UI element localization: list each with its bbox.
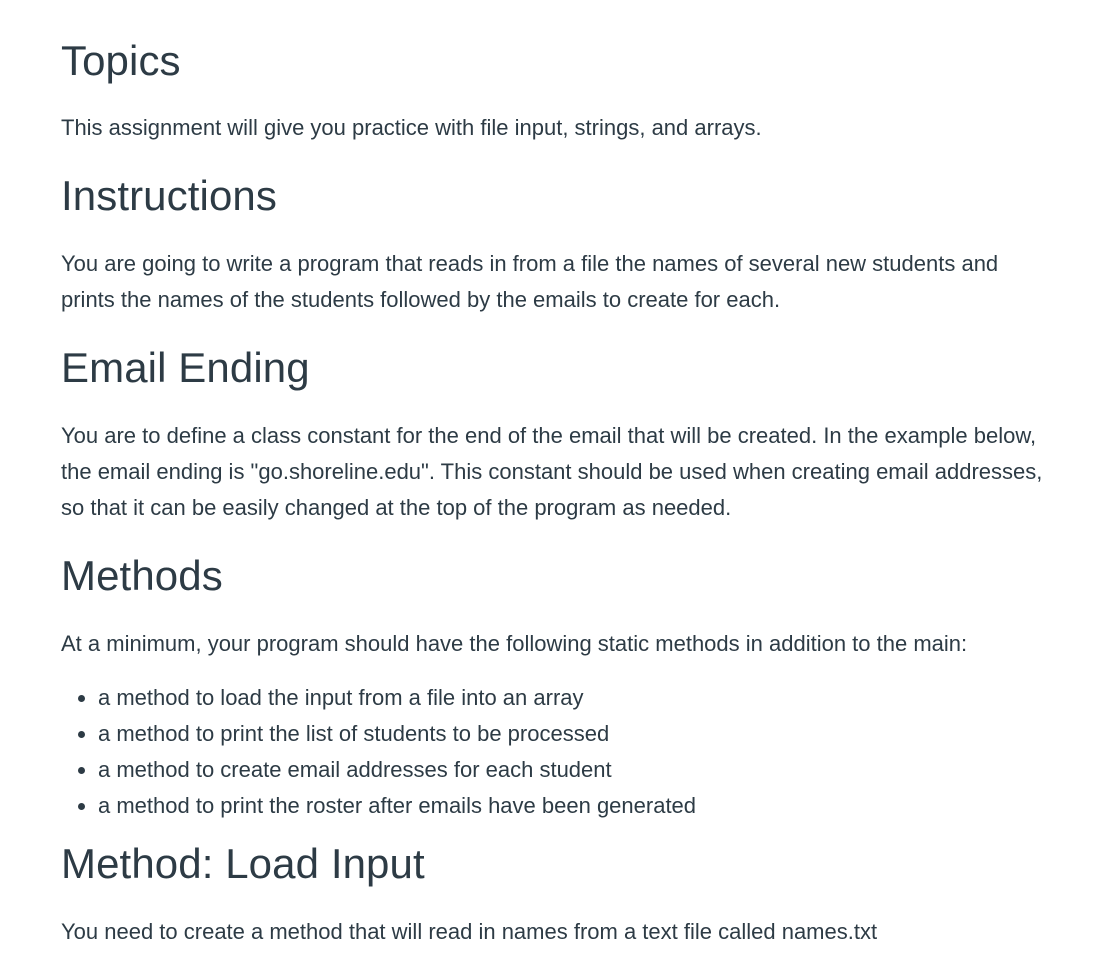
heading-methods: Methods <box>61 552 223 599</box>
heading-instructions: Instructions <box>61 172 277 219</box>
paragraph-instructions: You are going to write a program that reads in from a file the names of several new students and prints the names of the students followed by the emails to create for each. <box>61 251 999 312</box>
list-item: • a method to print the roster after emails have been generated <box>98 788 998 824</box>
paragraph-topics: This assignment will give you practice with file input, strings, and arrays. <box>61 115 762 140</box>
list-item: • a method to create email addresses for each student <box>98 752 998 788</box>
methods-list <box>61 680 998 824</box>
paragraph-load-input: You need to create a method that will read in names from a text file called names.txt <box>61 919 878 944</box>
paragraph-email-ending: You are to define a class constant for the end of the email that will be created. In the example below, the email ending is "go.shoreline.edu". This constant should be used when creating email addresses, so that it can be easily changed at the top of the program as needed. <box>61 423 1043 520</box>
heading-email-ending: Email Ending <box>61 344 310 391</box>
list-item: • a method to print the list of students to be processed <box>98 716 998 752</box>
heading-topics: Topics <box>61 37 181 84</box>
paragraph-methods: At a minimum, your program should have the following static methods in addition to the main: <box>61 631 968 656</box>
heading-load-input: Method: Load Input <box>61 840 425 887</box>
list-item: • a method to load the input from a file into an array <box>98 680 998 716</box>
